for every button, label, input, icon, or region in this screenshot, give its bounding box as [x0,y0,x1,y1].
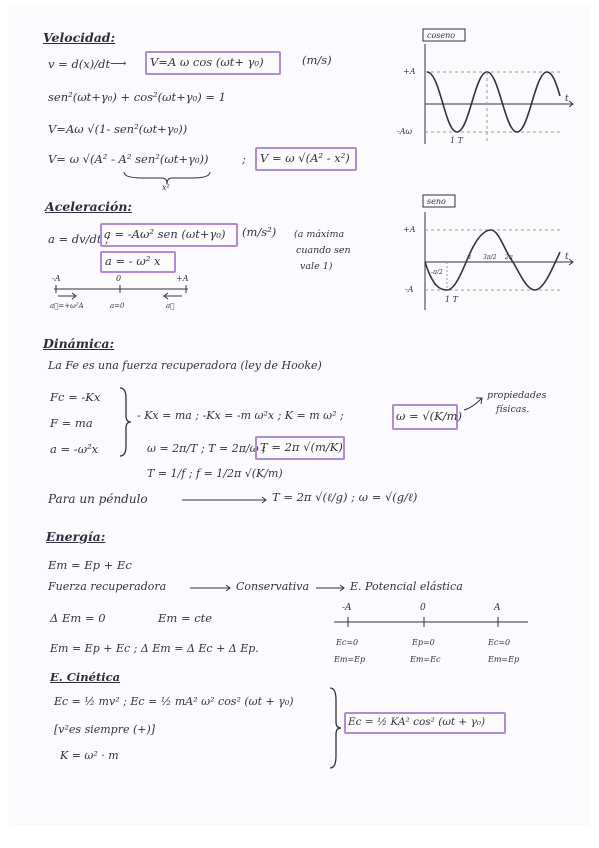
omega-eq: ω = √(K/m) [396,409,462,423]
svg-text:Em=Ep: Em=Ep [334,655,366,664]
acceleration-def: a = dv/dt ; [48,232,110,246]
svg-text:Em=Ep: Em=Ep [488,655,520,664]
dynamics-chain: - Kx = ma ; -Kx = -m ω²x ; K = m ω² ; [137,409,344,422]
svg-text:coseno: coseno [427,31,456,40]
svg-text:Ec=0: Ec=0 [488,638,511,647]
svg-text:-π/2: -π/2 [431,269,443,276]
omega-period: ω = 2π/T ; T = 2π/ω ; [147,442,266,455]
pendulum-eq: T = 2π √(ℓ/g) ; ω = √(g/ℓ) [272,490,418,504]
dynamics-note-1: propiedades [487,390,547,401]
pendulum-arrow [180,494,270,506]
em-constant: Em = cte [158,611,213,625]
dynamics-title: Dinámica: [43,336,115,351]
cosine-graph [395,26,580,151]
energy-line2-b: Conservativa [236,580,310,593]
kinetic-note: [v²es siempre (+)] [54,723,156,736]
acceleration-main: a = -Aω² sen (ωt+γ₀) [104,227,226,241]
acceleration-alt: a = - ω² x [105,254,161,268]
svg-text:-Aω: -Aω [397,127,413,136]
velocity-step1: V=Aω √(1- sen²(ωt+γ₀)) [48,122,188,136]
arrow-2 [314,582,348,594]
period-eq: T = 2π √(m/K) [260,440,343,454]
svg-text:t: t [565,94,569,104]
svg-text:1 T: 1 T [450,136,463,145]
svg-text:a=0: a=0 [110,302,125,310]
svg-text:Ec=0: Ec=0 [336,638,359,647]
energy-line2-a: Fuerza recuperadora [48,580,167,593]
arrow: ⟶ [110,56,127,70]
svg-text:a⃗=+ω²A: a⃗=+ω²A [50,302,84,310]
right-brace [118,386,132,458]
svg-text:+A: +A [176,274,189,283]
svg-text:t: t [565,252,569,262]
notebook-page [10,6,589,824]
acceleration-note-2: cuando sen [296,245,351,256]
kinetic-title: E. Cinética [50,670,121,684]
force-eq-3: a = -ω²x [50,442,99,456]
kinetic-eq: Ec = ½ mv² ; Ec = ½ mA² ω² cos² (ωt + γ₀) [54,695,294,708]
acceleration-title: Aceleración: [45,199,133,214]
acceleration-note-1: (a máxima [294,229,345,240]
velocity-main: V=A ω cos (ωt+ γ₀) [150,55,264,69]
velocity-step2: V= ω √(A² - A² sen²(ωt+γ₀)) [48,152,209,166]
svg-text:-A: -A [52,274,61,283]
svg-text:Ep=0: Ep=0 [412,638,435,647]
svg-text:+A: +A [403,67,416,76]
svg-text:3π/2: 3π/2 [483,254,497,261]
svg-text:-A: -A [342,603,352,613]
dynamics-note-2: físicas. [496,404,530,415]
em-sum: Em = Ep + Ec ; Δ Em = Δ Ec + Δ Ep. [50,642,259,655]
acceleration-number-line [48,271,208,311]
svg-text:1 T: 1 T [445,295,458,304]
identity-line: sen²(ωt+γ₀) + cos²(ωt+γ₀) = 1 [48,90,226,104]
velocity-def: v = d(x)/dt [48,57,111,71]
frequency-line: T = 1/f ; f = 1/2π √(K/m) [147,467,283,480]
svg-text:a⃗: a⃗ [166,302,175,310]
delta-em: Δ Em = 0 [50,611,106,625]
svg-text:0: 0 [116,274,122,283]
k-equation: K = ω² · m [60,749,119,762]
svg-text:A: A [494,603,501,613]
velocity-alt: V = ω √(A² - x²) [260,151,350,165]
svg-text:+A: +A [403,225,416,234]
energy-axis [328,600,538,670]
svg-text:seno: seno [427,197,446,206]
dynamics-intro: La Fe es una fuerza recuperadora (ley de Hooke) [48,359,322,372]
separator: ; [242,152,246,166]
pendulum-label: Para un péndulo [48,492,148,506]
svg-text:-A: -A [405,285,414,294]
svg-text:π: π [467,254,471,261]
brace-note: x² [162,183,170,192]
svg-text:2π: 2π [505,254,513,261]
velocity-title: Velocidad: [43,30,116,45]
force-eq-2: F = ma [50,416,93,430]
acceleration-units: (m/s²) [242,225,277,239]
acceleration-note-3: vale 1) [300,261,333,272]
velocity-units: (m/s) [302,53,332,67]
svg-text:0: 0 [420,603,426,613]
energy-line2-c: E. Potencial elástica [350,580,463,593]
kinetic-boxed-eq: Ec = ½ KA² cos² (ωt + γ₀) [348,716,486,728]
energy-line1: Em = Ep + Ec [48,558,132,572]
sine-graph [395,192,580,317]
svg-text:Em=Ec: Em=Ec [410,655,441,664]
force-eq-1: Fc = -Kx [50,390,101,404]
energy-title: Energía: [46,529,106,544]
note-arrow [462,394,486,414]
kinetic-brace [328,686,342,770]
arrow-1 [188,582,234,594]
